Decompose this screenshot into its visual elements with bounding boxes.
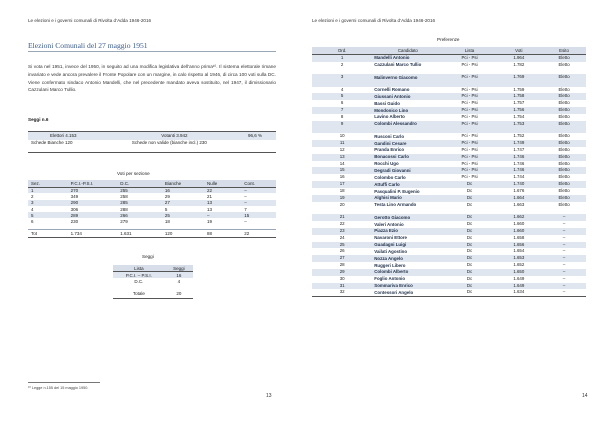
list-cell: Dc bbox=[466, 262, 473, 268]
outcome-cell: – bbox=[542, 269, 586, 276]
list-cell: Dc bbox=[444, 283, 496, 290]
list-cell: Pci - Psi bbox=[444, 121, 496, 134]
votes-cell: 1.752 bbox=[513, 133, 525, 139]
table-cell: 270 bbox=[68, 187, 118, 193]
list-cell: Pci - Psi bbox=[461, 113, 478, 119]
table-row bbox=[312, 283, 586, 290]
candidate-cell: Sommariva Enrico bbox=[372, 283, 443, 290]
list-cell: Pci - Psi bbox=[461, 146, 478, 152]
table-row bbox=[312, 242, 586, 249]
votes-cell: 1.769 bbox=[496, 74, 543, 87]
table-row bbox=[312, 167, 586, 174]
candidate-cell: Attuffi Carlo bbox=[372, 181, 443, 188]
table-row bbox=[312, 121, 586, 134]
outcome-cell: Eletto bbox=[542, 167, 586, 174]
candidate-cell: Ruggeri Libero bbox=[374, 262, 406, 268]
table-cell: 288 bbox=[120, 206, 128, 212]
outcome-cell: Eletto bbox=[542, 107, 586, 114]
ord-cell: 20 bbox=[339, 201, 345, 207]
table-row bbox=[312, 114, 586, 121]
ord-cell: 16 bbox=[339, 174, 345, 180]
list-cell: Pci - Psi bbox=[444, 167, 496, 174]
list-cell: Dc bbox=[466, 248, 473, 254]
votes-cell: 1.964 bbox=[496, 54, 543, 61]
votes-cell: 1.653 bbox=[496, 255, 543, 262]
table-cell: 16 bbox=[165, 272, 193, 279]
table-cell: P.C.I. – P.S.I. bbox=[113, 272, 165, 279]
table-cell: 4 bbox=[177, 279, 181, 285]
candidate-cell: Contessori Angelo bbox=[372, 289, 443, 296]
ord-cell: 24 bbox=[339, 234, 345, 240]
candidate-cell: Rusconi Carlo bbox=[374, 133, 405, 139]
candidate-cell: Gandini Cesare bbox=[372, 140, 443, 147]
ord-cell: 4 bbox=[340, 86, 344, 92]
ord-cell: 27 bbox=[312, 255, 372, 262]
table-row bbox=[312, 154, 586, 161]
votes-cell: 1.662 bbox=[496, 214, 543, 221]
votes-cell: 1.758 bbox=[496, 93, 543, 100]
candidate-cell: Vailati Agostino bbox=[374, 248, 408, 254]
ord-cell: 13 bbox=[312, 154, 372, 161]
list-cell: Pci - Psi bbox=[444, 54, 496, 61]
percent-cell: 96,6 % bbox=[216, 132, 276, 140]
list-cell: Dc bbox=[466, 188, 473, 193]
table-cell: D.C. bbox=[134, 279, 144, 285]
col-header: Seggi bbox=[165, 265, 193, 272]
ord-cell: 15 bbox=[312, 167, 372, 174]
list-cell: Dc bbox=[444, 242, 496, 249]
votes-cell: 1.747 bbox=[513, 146, 525, 152]
outcome-cell: – bbox=[542, 255, 586, 262]
outcome-cell: Eletto bbox=[558, 201, 570, 207]
table-row bbox=[312, 74, 586, 87]
outcome-cell: Eletto bbox=[542, 154, 586, 161]
candidate-cell: Cazzulani Marco Tullio bbox=[374, 62, 422, 68]
votes-cell: 1.649 bbox=[496, 283, 543, 290]
table-row bbox=[312, 140, 586, 147]
list-cell: Pci - Psi bbox=[444, 74, 496, 87]
votes-cell: 1.757 bbox=[513, 100, 525, 106]
table-cell: 285 bbox=[117, 200, 162, 206]
ord-cell: 11 bbox=[312, 140, 372, 147]
right-page bbox=[300, 0, 600, 424]
ord-cell: 31 bbox=[312, 283, 372, 290]
candidate-cell: Colombi Alberto bbox=[372, 269, 443, 276]
table-cell: 13 bbox=[204, 200, 241, 206]
votes-cell: 1.740 bbox=[496, 181, 543, 188]
outcome-cell: Eletto bbox=[558, 133, 570, 139]
ord-cell: 9 bbox=[312, 121, 372, 134]
outcome-cell: Eletto bbox=[542, 74, 586, 87]
total-cell: Totale bbox=[113, 290, 165, 298]
table-cell: – bbox=[244, 219, 247, 225]
table-row bbox=[312, 133, 586, 140]
list-cell: Pci - Psi bbox=[461, 100, 478, 106]
table-cell: 290 bbox=[68, 200, 118, 206]
outcome-cell: – bbox=[542, 289, 586, 296]
col-header: P.C.I.-P.S.I. bbox=[68, 180, 118, 187]
footnote: ¹⁰ Legge n.155 del 15 maggio 1950. bbox=[28, 386, 89, 390]
table-cell: 230 bbox=[70, 219, 79, 225]
ord-cell: 30 bbox=[339, 275, 345, 281]
votes-cell: 1.664 bbox=[496, 195, 543, 202]
ord-cell: 23 bbox=[312, 228, 372, 235]
page-number: 13 bbox=[266, 393, 272, 399]
candidate-cell: Pranda Enrico bbox=[374, 147, 405, 153]
votes-cell: 1.658 bbox=[513, 234, 525, 240]
candidate-cell: Giussani Antonio bbox=[372, 93, 443, 100]
ord-cell: 6 bbox=[340, 100, 344, 106]
seggi-count-label: Seggi n.6 bbox=[28, 117, 49, 122]
votes-cell: 1.654 bbox=[513, 248, 525, 254]
votanti-cell: Votanti 3.942 bbox=[117, 132, 216, 140]
table-row bbox=[312, 289, 586, 296]
outcome-cell: – bbox=[542, 283, 586, 290]
total-cell: 88 bbox=[204, 230, 241, 238]
list-cell: Dc bbox=[466, 201, 473, 207]
col-header: Bianche bbox=[162, 180, 204, 187]
schede-non-valide-cell: Schede non valide (bianche incl.) 230 bbox=[117, 140, 216, 153]
table-cell: – bbox=[244, 193, 247, 199]
list-cell: Dc bbox=[466, 221, 473, 227]
table-row bbox=[312, 107, 586, 114]
total-cell: 22 bbox=[241, 230, 276, 238]
table-cell: 7 bbox=[244, 206, 247, 212]
candidate-cell: Malinverno Giacomo bbox=[372, 74, 443, 87]
preferences-table bbox=[312, 47, 586, 297]
running-head: Le elezioni e i governi comunali di Rivolta d’Adda 1946-2016 bbox=[28, 18, 152, 23]
ord-cell: 10 bbox=[339, 133, 345, 139]
table-cell: 255 bbox=[117, 187, 162, 193]
table-row bbox=[312, 255, 586, 262]
table-cell: 29 bbox=[164, 193, 170, 199]
outcome-cell: Eletto bbox=[542, 140, 586, 147]
table-cell: 6 bbox=[31, 219, 34, 225]
list-cell: Dc bbox=[444, 269, 496, 276]
table-row bbox=[312, 248, 586, 255]
table-cell: 289 bbox=[68, 212, 118, 218]
outcome-cell: Eletto bbox=[542, 121, 586, 134]
table-cell: 13 bbox=[207, 206, 213, 212]
summary-table bbox=[28, 131, 276, 153]
ord-cell: 22 bbox=[339, 221, 345, 227]
outcome-cell: Eletto bbox=[558, 100, 570, 106]
table-row bbox=[312, 262, 586, 269]
col-header: Lista bbox=[444, 47, 496, 54]
table-cell: 4 bbox=[31, 206, 34, 212]
table-cell: 349 bbox=[70, 193, 79, 199]
votes-cell: 1.749 bbox=[496, 140, 543, 147]
list-cell: Dc bbox=[444, 228, 496, 235]
table-row bbox=[312, 195, 586, 202]
votes-title: Voti per sezione bbox=[117, 171, 150, 176]
table-cell: 15 bbox=[241, 212, 276, 218]
candidate-cell: Colombi Alessandro bbox=[372, 121, 443, 134]
list-cell: Pci - Psi bbox=[444, 93, 496, 100]
outcome-cell: Eletto bbox=[542, 93, 586, 100]
col-header: Esito bbox=[542, 47, 586, 54]
outcome-cell: Eletto bbox=[558, 61, 570, 67]
table-cell: 22 bbox=[204, 187, 241, 193]
outcome-cell: – bbox=[542, 214, 586, 221]
outcome-cell: Eletto bbox=[558, 174, 570, 180]
outcome-cell: – bbox=[562, 262, 566, 268]
col-header: Ord. bbox=[312, 47, 372, 54]
ord-cell: 25 bbox=[312, 242, 372, 249]
table-cell: 25 bbox=[162, 212, 204, 218]
ord-cell: 26 bbox=[339, 248, 345, 254]
votes-cell: 1.753 bbox=[496, 121, 543, 134]
table-row bbox=[312, 269, 586, 276]
votes-header-row bbox=[28, 180, 276, 187]
preferences-header-row bbox=[312, 47, 586, 54]
candidate-cell: Bassi Guido bbox=[374, 100, 400, 106]
list-cell: Dc bbox=[444, 214, 496, 221]
list-cell: Pci - Psi bbox=[461, 174, 478, 180]
candidate-cell: Navaroni Ettore bbox=[374, 235, 407, 241]
table-cell: – bbox=[241, 187, 276, 193]
candidate-cell: Foglio Antonio bbox=[374, 276, 406, 282]
ord-cell: 21 bbox=[312, 214, 372, 221]
table-row bbox=[312, 188, 586, 195]
votes-cell: 1.746 bbox=[496, 154, 543, 161]
table-cell: – bbox=[204, 212, 241, 218]
table-cell: 5 bbox=[164, 206, 168, 212]
votes-cell: 1.756 bbox=[496, 107, 543, 114]
seats-title: Seggi bbox=[142, 254, 154, 259]
table-cell: 266 bbox=[117, 212, 162, 218]
votes-cell: 1.652 bbox=[513, 262, 525, 268]
intro-paragraph: Si vota nel 1951, invece del 1950, in seguito ad una modifica legislativa dell’anno prima¹⁰. Il sistema elettorale rimane invariato e vede ancora prevalere il Fronte Popolare con un margine, in calo rispetto al 1946, di circa 100 voti sulla DC. Viene confermato sindaco Antonio Mandelli, che nel precedente mandato aveva sostituito, nel 1947, il dimissionario Cazzulani Marco Tullio. bbox=[28, 64, 276, 93]
ord-cell: 8 bbox=[340, 113, 344, 119]
total-row bbox=[113, 290, 193, 298]
candidate-cell: Gerotto Giacomo bbox=[372, 214, 443, 221]
outcome-cell: Eletto bbox=[558, 113, 570, 119]
table-row bbox=[312, 214, 586, 221]
votes-cell: 1.649 bbox=[513, 275, 525, 281]
page-number: 14 bbox=[582, 393, 588, 399]
votes-cell: 1.634 bbox=[496, 289, 543, 296]
ord-cell: 7 bbox=[312, 107, 372, 114]
table-cell: 19 bbox=[207, 219, 213, 225]
total-cell: 1.631 bbox=[117, 230, 162, 238]
candidate-cell: Valeri Antonio bbox=[374, 221, 404, 227]
outcome-cell: – bbox=[562, 221, 566, 227]
candidate-cell: Mondonico Lino bbox=[372, 107, 443, 114]
outcome-cell: – bbox=[562, 248, 566, 254]
list-cell: Pci - Psi bbox=[461, 61, 478, 67]
running-head: Le elezioni e i governi comunali di Rivolta d’Adda 1946-2016 bbox=[312, 18, 436, 23]
table-cell: 2 bbox=[31, 193, 34, 199]
table-row bbox=[312, 221, 586, 228]
outcome-cell: – bbox=[542, 228, 586, 235]
ord-cell: 3 bbox=[312, 74, 372, 87]
preferences-title: Preferenze bbox=[437, 37, 460, 42]
votes-cell: 1.660 bbox=[496, 228, 543, 235]
col-header: D.C. bbox=[117, 180, 162, 187]
votes-cell: 1.660 bbox=[513, 221, 525, 227]
table-row bbox=[312, 161, 586, 168]
candidate-cell: Guadagni Luigi bbox=[372, 242, 443, 249]
list-cell: Dc bbox=[466, 275, 473, 281]
table-cell: 5 bbox=[28, 212, 68, 218]
votes-cell: 1.663 bbox=[513, 201, 525, 207]
list-cell: Pci - Psi bbox=[444, 107, 496, 114]
table-row bbox=[113, 272, 193, 279]
votes-cell: 1.744 bbox=[513, 174, 525, 180]
table-row bbox=[312, 147, 586, 154]
ord-cell: 29 bbox=[312, 269, 372, 276]
outcome-cell: – bbox=[542, 242, 586, 249]
table-row bbox=[113, 278, 193, 285]
votes-cell: 1.754 bbox=[513, 113, 525, 119]
list-cell: Dc bbox=[444, 195, 496, 202]
list-cell: Dc bbox=[466, 234, 473, 240]
table-cell: 279 bbox=[120, 219, 128, 225]
total-cell: 120 bbox=[162, 230, 204, 238]
outcome-cell: Eletto bbox=[558, 160, 570, 166]
table-cell: 3 bbox=[28, 200, 68, 206]
col-header: Sez. bbox=[28, 180, 68, 187]
table-row bbox=[312, 181, 586, 188]
candidate-cell: Alghisi Mario bbox=[372, 195, 443, 202]
table-row bbox=[312, 235, 586, 242]
votes-cell: 1.656 bbox=[496, 242, 543, 249]
col-header: Candidato bbox=[372, 47, 443, 54]
votes-cell: 1.759 bbox=[513, 86, 525, 92]
ord-cell: 1 bbox=[312, 54, 372, 61]
outcome-cell: – bbox=[562, 275, 566, 281]
candidate-cell: Testa Lino Armando bbox=[374, 202, 417, 208]
ord-cell: 32 bbox=[312, 289, 372, 296]
col-header: Nulle bbox=[204, 180, 241, 187]
ord-cell: 5 bbox=[312, 93, 372, 100]
candidate-cell: Nozza Angelo bbox=[372, 255, 443, 262]
total-cell: 20 bbox=[165, 290, 193, 298]
candidate-cell: Rocchi Ugo bbox=[374, 161, 399, 167]
list-cell: Pci - Psi bbox=[461, 133, 478, 139]
title-divider bbox=[28, 51, 276, 52]
outcome-cell: Eletto bbox=[558, 86, 570, 92]
section-title: Elezioni Comunali del 27 maggio 1951 bbox=[28, 41, 148, 50]
table-cell: 21 bbox=[207, 193, 213, 199]
votes-cell: 1.782 bbox=[513, 61, 525, 67]
votes-cell: 1.746 bbox=[513, 160, 525, 166]
list-cell: Pci - Psi bbox=[461, 86, 478, 92]
votes-cell: 1.746 bbox=[496, 167, 543, 174]
list-cell: Dc bbox=[444, 289, 496, 296]
table-row bbox=[312, 93, 586, 100]
total-cell: 1.734 bbox=[68, 230, 118, 238]
list-cell: Dc bbox=[444, 181, 496, 188]
list-cell: Pci - Psi bbox=[461, 160, 478, 166]
ord-cell: 18 bbox=[339, 188, 345, 193]
table-row bbox=[312, 100, 586, 107]
table-row bbox=[312, 54, 586, 61]
schede-bianche-cell: Schede Bianche 120 bbox=[28, 140, 117, 153]
outcome-cell: Eletto bbox=[542, 54, 586, 61]
table-row bbox=[312, 228, 586, 235]
col-header: Cont. bbox=[241, 180, 276, 187]
ord-cell: 2 bbox=[340, 61, 344, 67]
candidate-cell: Mandelli Antonio bbox=[372, 54, 443, 61]
table-row bbox=[312, 62, 586, 75]
candidate-cell: Pasqualini P. Eugenio bbox=[374, 188, 420, 194]
list-cell: Pci - Psi bbox=[444, 140, 496, 147]
table-cell: 1 bbox=[28, 187, 68, 193]
ord-cell: 14 bbox=[339, 160, 345, 166]
candidate-cell: Piazza Ezio bbox=[372, 228, 443, 235]
candidate-cell: Bonacossi Carlo bbox=[372, 154, 443, 161]
candidate-cell: Cornelli Romano bbox=[374, 87, 410, 93]
outcome-cell: Eletto bbox=[542, 195, 586, 202]
table-cell: 18 bbox=[164, 219, 170, 225]
seats-table bbox=[113, 265, 193, 299]
candidate-cell: Lavino Alberto bbox=[374, 114, 405, 120]
table-cell: 16 bbox=[162, 187, 204, 193]
elettori-cell: Elettori 4.153 bbox=[28, 132, 117, 140]
outcome-cell: Eletto bbox=[558, 146, 570, 152]
table-cell: – bbox=[241, 200, 276, 206]
ord-cell: 17 bbox=[312, 181, 372, 188]
list-cell: Dc bbox=[444, 255, 496, 262]
table-cell: 306 bbox=[70, 206, 79, 212]
ord-cell: 12 bbox=[339, 146, 345, 152]
outcome-cell: Eletto bbox=[542, 181, 586, 188]
table-cell: 258 bbox=[120, 193, 128, 199]
votes-cell: 1.676 bbox=[513, 188, 525, 193]
outcome-cell: Eletto bbox=[558, 188, 570, 193]
candidate-cell: Colombo Carlo bbox=[374, 174, 406, 180]
outcome-cell: – bbox=[562, 234, 566, 240]
ord-cell: 19 bbox=[312, 195, 372, 202]
total-cell: Tot bbox=[28, 230, 68, 238]
table-row bbox=[312, 276, 586, 283]
col-header: Voti bbox=[496, 47, 543, 54]
list-cell: Pci - Psi bbox=[444, 154, 496, 161]
total-row bbox=[28, 230, 276, 238]
votes-by-section-table bbox=[28, 180, 276, 238]
table-row bbox=[312, 174, 586, 181]
votes-cell: 1.650 bbox=[496, 269, 543, 276]
footnote-divider bbox=[28, 382, 100, 383]
ord-cell: 28 bbox=[339, 262, 345, 268]
col-header: Lista bbox=[113, 265, 165, 272]
table-row bbox=[312, 87, 586, 94]
table-cell: 27 bbox=[162, 200, 204, 206]
table-row bbox=[312, 202, 586, 215]
candidate-cell: Degradi Giovanni bbox=[372, 167, 443, 174]
